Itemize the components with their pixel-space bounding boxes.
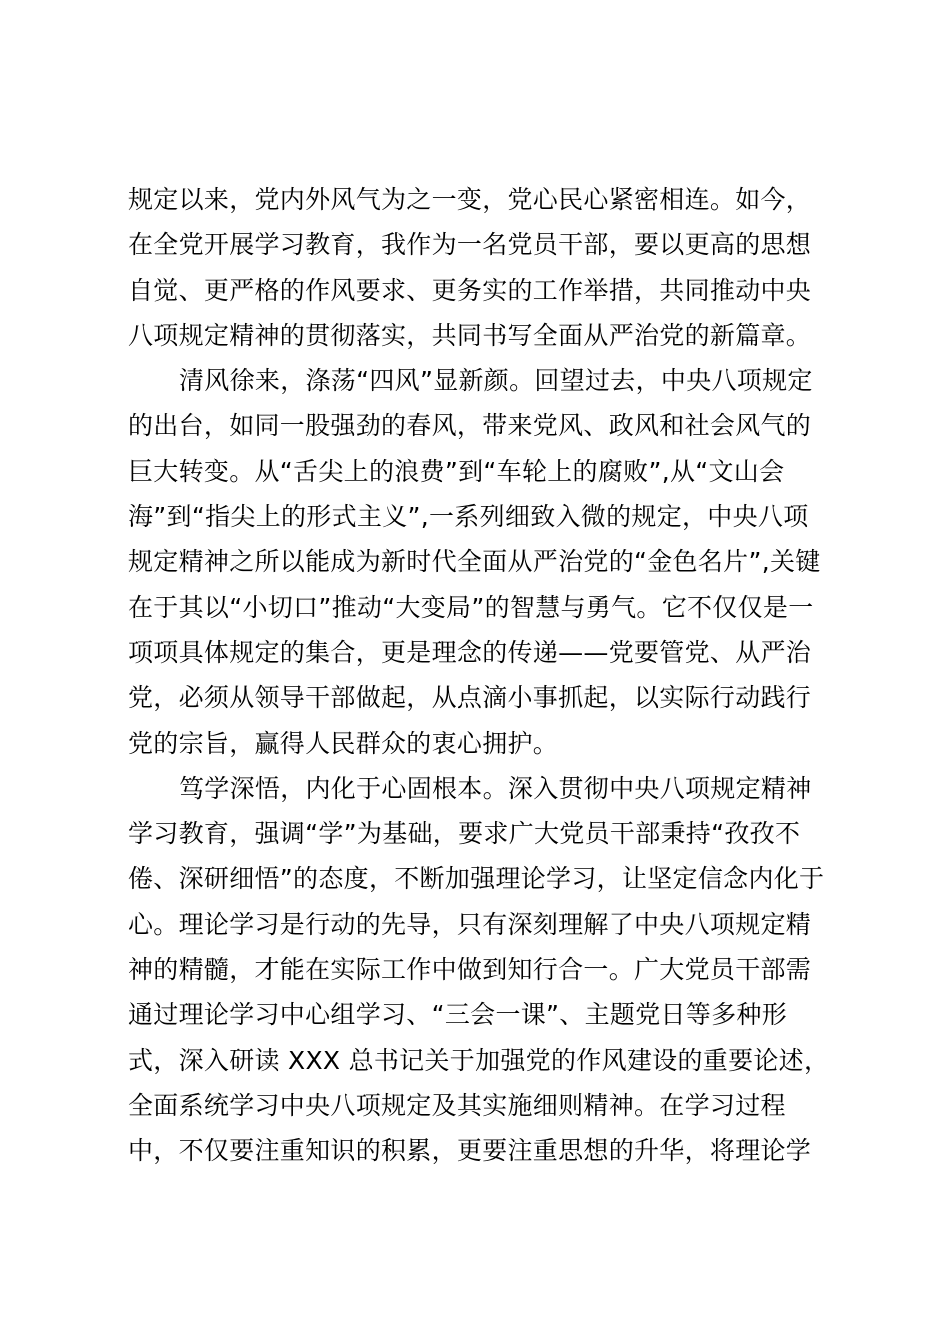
text-line: 式，深入研读 XXX 总书记关于加强党的作风建设的重要论述， [128,1045,830,1075]
text-line: 学习教育，强调“学”为基础，要求广大党员干部秉持“孜孜不 [128,819,801,849]
text-line: 神的精髓，才能在实际工作中做到知行合一。广大党员干部需 [128,955,812,985]
text-line: 自觉、更严格的作风要求、更务实的工作举措，共同推动中央 [128,275,812,305]
text-line: 项项具体规定的集合，更是理念的传递——党要管党、从严治 [128,637,812,667]
paragraph-first-line: 笃学深悟，内化于心固根本。深入贯彻中央八项规定精神 [179,773,812,803]
text-line: 党的宗旨，赢得人民群众的衷心拥护。 [128,728,559,758]
body-text [128,177,828,1174]
text-line: 规定以来，党内外风气为之一变，党心民心紧密相连。如今， [128,185,812,214]
text-line: 在于其以“小切口”推动“大变局”的智慧与勇气。它不仅仅是一 [128,592,814,622]
text-line: 八项规定精神的贯彻落实，共同书写全面从严治党的新篇章。 [128,320,812,350]
paragraph-first-line: 清风徐来，涤荡“四风”显新颜。回望过去，中央八项规定 [179,366,813,396]
text-line: 巨大转变。从“舌尖上的浪费”到“车轮上的腐败”,从“文山会 [128,456,785,486]
text-line: 海”到“指尖上的形式主义”,一系列细致入微的规定，中央八项 [128,502,809,532]
text-line: 中，不仅要注重知识的积累，更要注重思想的升华，将理论学 [128,1136,812,1166]
text-line: 的出台，如同一股强劲的春风，带来党风、政风和社会风气的 [128,411,812,441]
text-line: 党，必须从领导干部做起，从点滴小事抓起，以实际行动践行 [128,683,812,713]
text-line: 在全党开展学习教育，我作为一名党员干部，要以更高的思想 [128,230,812,260]
text-line: 规定精神之所以能成为新时代全面从严治党的“金色名片”,关键 [128,547,821,577]
text-line: 倦、深研细悟”的态度，不断加强理论学习，让坚定信念内化于 [128,864,825,894]
text-line: 全面系统学习中央八项规定及其实施细则精神。在学习过程 [128,1090,786,1120]
text-line: 通过理论学习中心组学习、“三会一课”、主题党日等多种形 [128,1000,788,1030]
text-line: 心。理论学习是行动的先导，只有深刻理解了中央八项规定精 [128,909,812,939]
